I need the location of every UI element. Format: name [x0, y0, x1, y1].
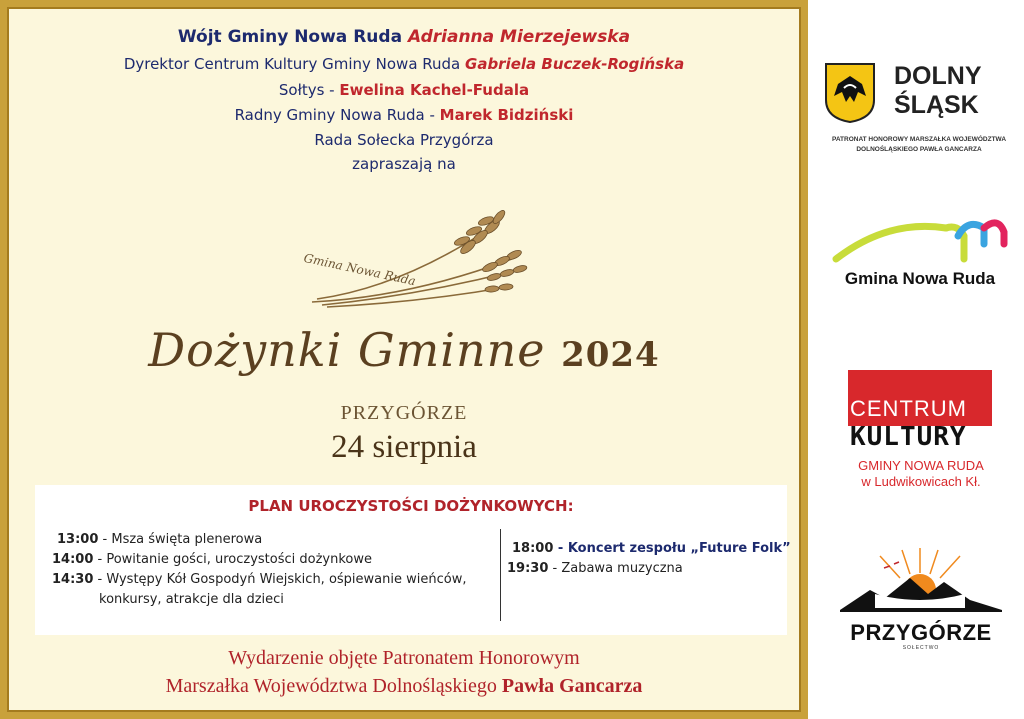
radny-title: Radny Gminy Nowa Ruda - [234, 106, 440, 124]
event-date: 24 sierpnia [331, 429, 477, 465]
program-item: 13:00 - Msza święta plenerowa [57, 532, 263, 547]
przygorze-subtitle: SOŁECTWO [902, 645, 940, 651]
dyrektor-title: Dyrektor Centrum Kultury Gminy Nowa Ruda [123, 55, 466, 73]
event-place: PRZYGÓRZE [340, 402, 468, 424]
event-year: 2024 [561, 335, 660, 375]
gmina-nowa-ruda-logo [828, 214, 1012, 294]
patronage-prefix: Marszałka Województwa Dolnośląskiego [165, 675, 502, 697]
centrum-gmina-text: GMINY NOWA RUDA [858, 458, 984, 473]
centrum-kultury-logo [848, 370, 994, 495]
wheat-emblem-icon [292, 187, 532, 327]
kultury-word: KULTURY [850, 422, 967, 452]
invitation-line-dyrektor [7, 55, 801, 73]
program-item: 18:00 - Koncert zespołu „Future Folk” [512, 541, 791, 556]
gmina-wordmark: Gmina Nowa Ruda [844, 269, 996, 288]
przygorze-logo [840, 548, 1002, 660]
program-item: 14:00 - Powitanie gości, uroczystości dożynkowe [52, 552, 372, 567]
coat-of-arms-icon [824, 62, 876, 124]
invitation-line-wojt [7, 27, 801, 47]
wheat-caption: Gmina Nowa Ruda [302, 250, 417, 289]
soltys-title: Sołtys - [278, 81, 340, 99]
event-title-text: Dożynki Gminne [148, 323, 562, 377]
przygorze-wordmark: PRZYGÓRZE [850, 620, 992, 645]
program-divider [500, 529, 501, 621]
wojt-name: Adrianna Mierzejewska [407, 27, 631, 47]
patronage-name: Pawła Gancarza [501, 675, 643, 697]
invitation-line-zapraszaja: zapraszają na [352, 155, 456, 173]
centrum-word: CENTRUM [850, 396, 967, 421]
event-title [7, 323, 801, 377]
patronage-line-1: Wydarzenie objęte Patronatem Honorowym [228, 647, 580, 669]
invitation-line-radny [7, 106, 801, 124]
gmina-arc-icon [828, 214, 1012, 266]
mountain-sunrise-icon [840, 548, 1002, 620]
wojt-title: Wójt Gminy Nowa Ruda [177, 27, 408, 47]
dolny-slask-subtitle: PATRONAT HONOROWY MARSZAŁKA WOJEWÓDZTWA DOLNOŚLĄSKIEGO PAWŁA GANCARZA [831, 136, 1007, 153]
invitation-line-rada: Rada Sołecka Przygórza [314, 131, 494, 149]
program-item: 14:30 - Występy Kół Gospodyń Wiejskich, ośpiewanie wieńców, [52, 572, 467, 587]
dolny-slask-wordmark: DOLNY ŚLĄSK [894, 62, 982, 119]
soltys-name: Ewelina Kachel-Fudala [339, 81, 530, 99]
centrum-place-text: w Ludwikowicach Kł. [861, 474, 981, 489]
dolny-slask-logo [824, 62, 1014, 162]
program-item: 19:30 - Zabawa muzyczna [507, 561, 683, 576]
program-title: PLAN UROCZYSTOŚCI DOŻYNKOWYCH: [248, 497, 574, 515]
dyrektor-name: Gabriela Buczek-Rogińska [465, 55, 685, 73]
program-item-continuation: konkursy, atrakcje dla dzieci [99, 592, 284, 607]
radny-name: Marek Bidziński [439, 106, 574, 124]
program-panel [35, 485, 791, 635]
invitation-line-soltys [7, 81, 801, 99]
patronage-line-2 [7, 675, 801, 698]
